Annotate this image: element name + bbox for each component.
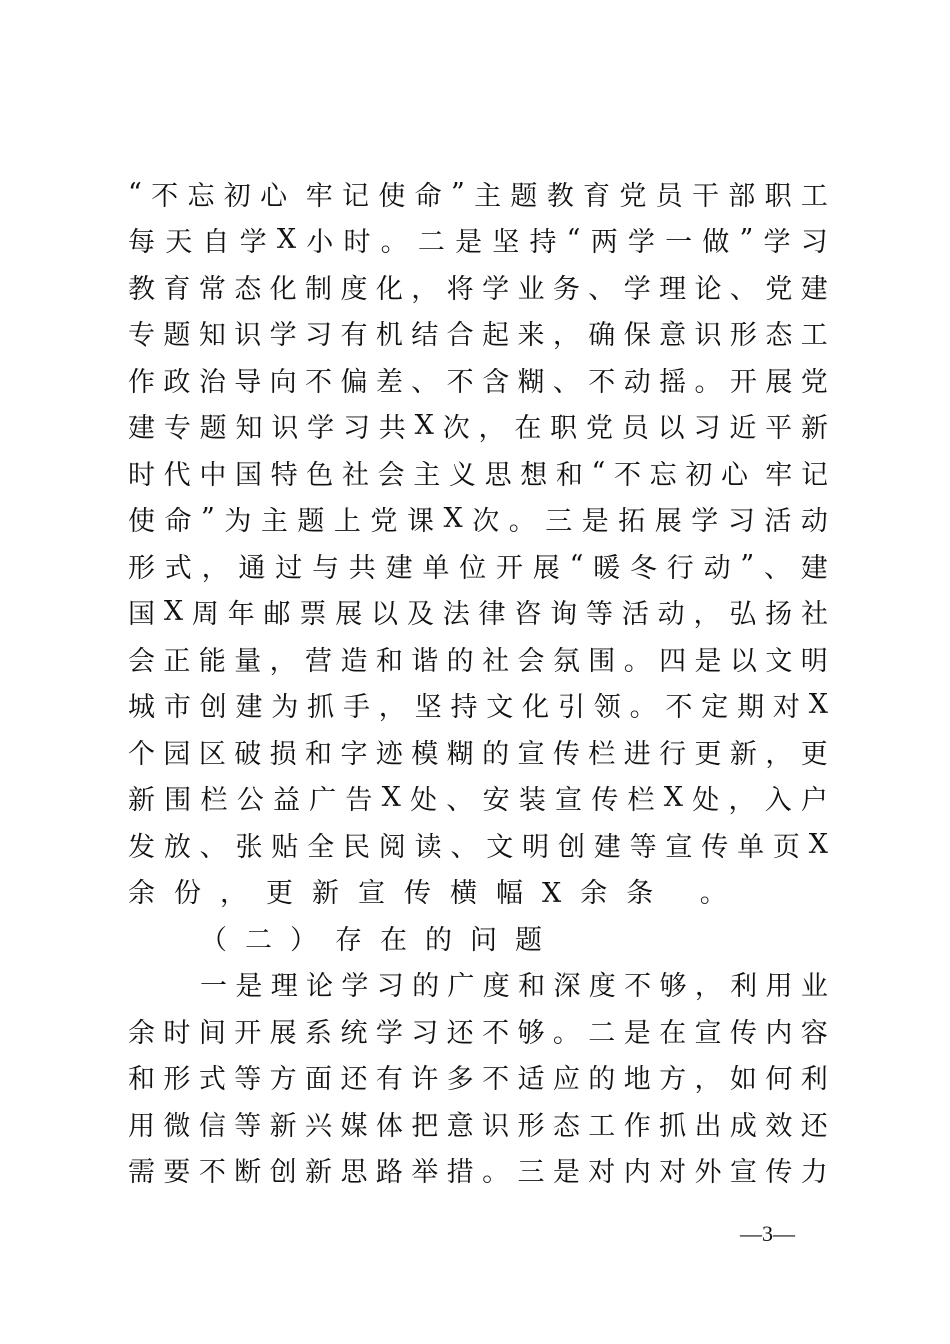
text-line: 城 市 创 建 为 抓 手 ， 坚 持 文 化 引 领 。 不 定 期 对 X — [128, 689, 828, 724]
text-line: 专 题 知 识 学 习 有 机 结 合 起 来 ， 确 保 意 识 形 态 工 — [128, 320, 828, 352]
text-line: 作 政 治 导 向 不 偏 差 、 不 含 糊 、 不 动 摇 。 开 展 党 — [128, 366, 828, 398]
text-line: 使 命 ” 为 主 题 上 党 课 X 次 。 三 是 拓 展 学 习 活 动 — [128, 503, 828, 538]
text-line: 教 育 常 态 化 制 度 化 ， 将 学 业 务 、 学 理 论 、 党 建 — [128, 273, 828, 305]
text-line: 时 代 中 国 特 色 社 会 主 义 思 想 和 “ 不 忘 初 心 牢 记 — [128, 456, 828, 491]
body-text — [128, 170, 828, 1193]
text-line: 国 X 周 年 邮 票 展 以 及 法 律 咨 询 等 活 动 ， 弘 扬 社 — [128, 596, 828, 631]
text-line: 每 天 自 学 X 小 时 。 二 是 坚 持 “ 两 学 一 做 ” 学 习 — [128, 224, 828, 259]
text-line: 余 时 间 开 展 系 统 学 习 还 不 够 。 二 是 在 宣 传 内 容 — [128, 1017, 828, 1049]
text-line: 新 围 栏 公 益 广 告 X 处 、 安 装 宣 传 栏 X 处 ， 入 户 — [128, 782, 828, 817]
text-line: 需 要 不 断 创 新 思 路 举 措 。 三 是 对 内 对 外 宣 传 力 — [128, 1157, 828, 1189]
text-line: 会 正 能 量 ， 营 造 和 谐 的 社 会 氛 围 。 四 是 以 文 明 — [128, 645, 828, 677]
text-line: 和 形 式 等 方 面 还 有 许 多 不 适 应 的 地 方 ， 如 何 利 — [128, 1064, 828, 1096]
text-line: 一 是 理 论 学 习 的 广 度 和 深 度 不 够 ， 利 用 业 — [200, 971, 828, 1003]
text-line: 形 式 ， 通 过 与 共 建 单 位 开 展 “ 暖 冬 行 动 ” 、 建 — [128, 549, 828, 584]
page-number: —3— — [740, 1221, 795, 1246]
text-line: 建 专 题 知 识 学 习 共 X 次 ， 在 职 党 员 以 习 近 平 新 — [128, 410, 828, 445]
text-line: 余份，更新宣传横幅X余条 。 — [128, 878, 746, 910]
text-line: 个 园 区 破 损 和 字 迹 模 糊 的 宣 传 栏 进 行 更 新 ， 更 — [128, 738, 828, 770]
text-line: “ 不 忘 初 心 牢 记 使 命 ” 主 题 教 育 党 员 干 部 职 工 — [128, 177, 828, 212]
section-heading: （二）存在的问题 — [200, 924, 560, 956]
text-line: 发 放 、 张 贴 全 民 阅 读 、 文 明 创 建 等 宣 传 单 页 X — [128, 828, 828, 863]
text-line: 用 微 信 等 新 兴 媒 体 把 意 识 形 态 工 作 抓 出 成 效 还 — [128, 1110, 828, 1142]
